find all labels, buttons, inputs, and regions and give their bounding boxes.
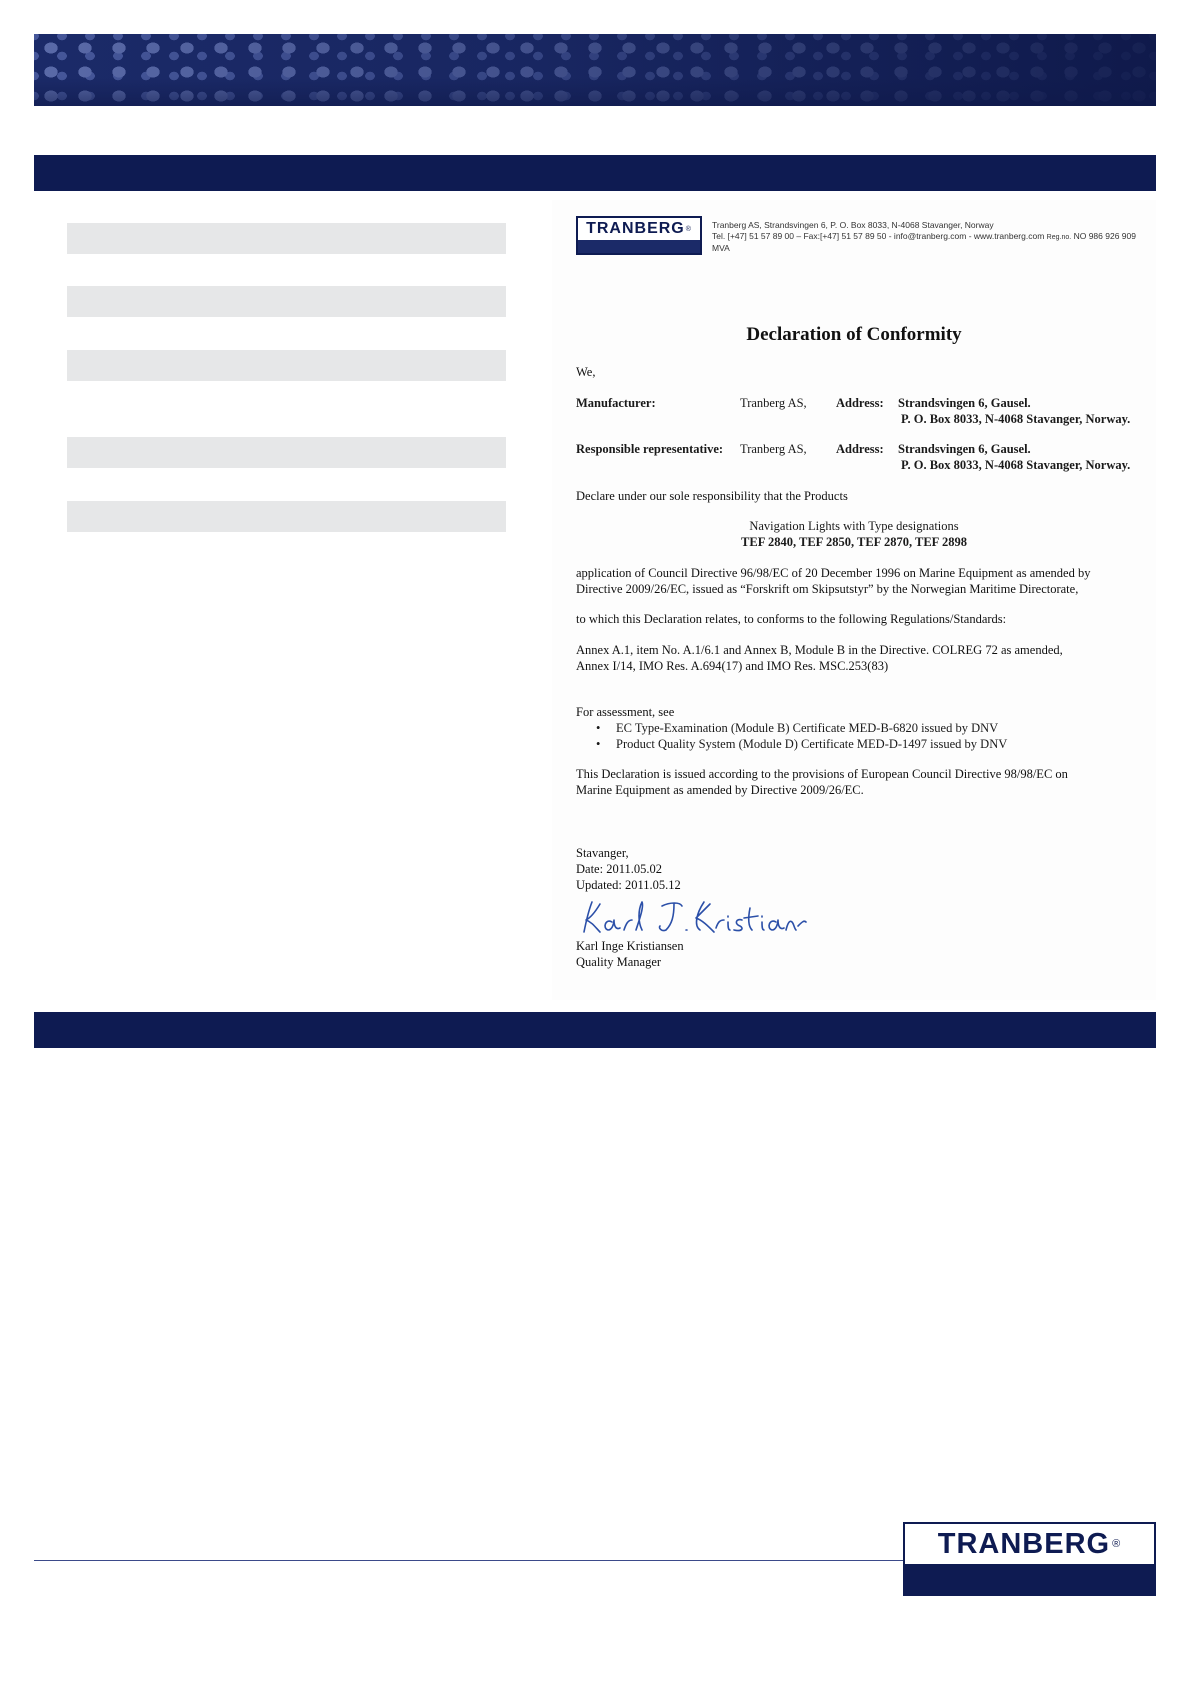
signatory-name: Karl Inge Kristiansen [576, 939, 684, 953]
annex-line-2: Annex I/14, IMO Res. A.694(17) and IMO Res. MSC.253(83) [576, 659, 889, 673]
reg-label: Reg.no. [1046, 234, 1072, 241]
we-text: We, [576, 365, 596, 379]
assessment-item: • Product Quality System (Module D) Certificate MED-D-1497 issued by DNV [596, 736, 1007, 752]
date-block [576, 845, 681, 893]
product-types: TEF 2840, TEF 2850, TEF 2870, TEF 2898 [741, 535, 967, 549]
company-contact [712, 220, 1152, 254]
assessment-item: • EC Type-Examination (Module B) Certificate MED-B-6820 issued by DNV [596, 720, 1007, 736]
signatory-block [576, 938, 684, 970]
header-banner [34, 34, 1156, 106]
annex-text [576, 642, 1063, 674]
footer-tranberg-logo [903, 1522, 1156, 1596]
footer-registered-mark: ® [1112, 1538, 1122, 1550]
info-field-5 [67, 501, 506, 532]
issued-line-2: Marine Equipment as amended by Directive 2009/26/EC. [576, 783, 864, 797]
manufacturer-address-label: Address: [836, 396, 884, 410]
tranberg-logo [576, 216, 702, 255]
representative-address-label: Address: [836, 442, 884, 456]
representative-name: Tranberg AS, [740, 442, 807, 456]
relates-text: to which this Declaration relates, to conforms to the following Regulations/Standards: [576, 612, 1007, 626]
place: Stavanger, [576, 846, 629, 860]
logo-text: TRANBERG [586, 220, 685, 237]
manufacturer-address-1: Strandsvingen 6, Gausel. [898, 396, 1031, 410]
handwritten-signature [578, 892, 808, 938]
product-line: Navigation Lights with Type designations [749, 519, 959, 533]
issued-line-1: This Declaration is issued according to the provisions of European Council Directive 98/98/EC on [576, 767, 1068, 781]
section-divider-bar [34, 1012, 1156, 1048]
representative-address-2: P. O. Box 8033, N-4068 Stavanger, Norway. [901, 458, 1131, 472]
registered-mark: ® [685, 225, 692, 233]
updated-date: Updated: 2011.05.12 [576, 878, 681, 892]
product-block [552, 518, 1156, 550]
date: Date: 2011.05.02 [576, 862, 662, 876]
banner-shadow [34, 78, 1156, 106]
declaration-document [552, 200, 1156, 1000]
assessment-list [596, 720, 1007, 752]
issued-text [576, 766, 1068, 798]
representative-label: Responsible representative: [576, 442, 724, 456]
info-field-2 [67, 286, 506, 317]
footer-logo-band [905, 1564, 1154, 1596]
representative-address-1: Strandsvingen 6, Gausel. [898, 442, 1031, 456]
contact-address: Tranberg AS, Strandsvingen 6, P. O. Box 8033, N-4068 Stavanger, Norway [712, 220, 994, 230]
manufacturer-name: Tranberg AS, [740, 396, 807, 410]
info-field-1 [67, 223, 506, 254]
declare-text: Declare under our sole responsibility that the Products [576, 489, 848, 503]
contact-details: Tel. [+47] 51 57 89 00 – Fax:[+47] 51 57 89 50 - info@tranberg.com - www.tranberg.com [712, 231, 1045, 241]
footer-rule [34, 1560, 904, 1561]
logo-band [578, 240, 700, 253]
section-title-bar [34, 155, 1156, 191]
manufacturer-address-2: P. O. Box 8033, N-4068 Stavanger, Norway. [901, 412, 1131, 426]
assessment-intro: For assessment, see [576, 705, 675, 719]
manufacturer-label: Manufacturer: [576, 396, 656, 410]
signatory-title: Quality Manager [576, 955, 662, 969]
reg-number: NO 986 926 909 MVA [712, 231, 1136, 253]
document-title: Declaration of Conformity [746, 324, 962, 345]
application-text [576, 565, 1090, 597]
application-line-1: application of Council Directive 96/98/EC of 20 December 1996 on Marine Equipment as amended by [576, 566, 1091, 580]
info-field-3 [67, 350, 506, 381]
contact-phone [712, 231, 1152, 254]
application-line-2: Directive 2009/26/EC, issued as “Forskrift om Skipsutstyr” by the Norwegian Maritime Directorate, [576, 582, 1079, 596]
annex-line-1: Annex A.1, item No. A.1/6.1 and Annex B, Module B in the Directive. COLREG 72 as amended, [576, 643, 1063, 657]
info-field-4 [67, 437, 506, 468]
footer-logo-text: TRANBERG [937, 1527, 1111, 1560]
